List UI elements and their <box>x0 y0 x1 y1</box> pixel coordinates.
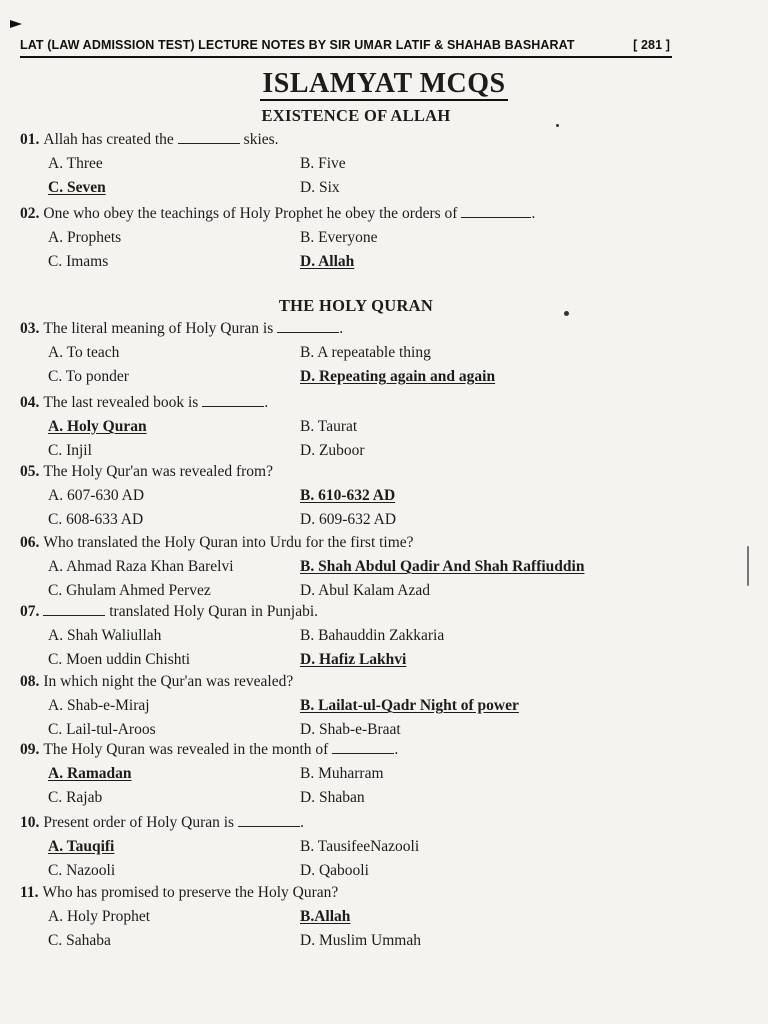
question-stem-end: translated Holy Quran in Punjabi. <box>105 603 319 620</box>
option-b <box>300 558 584 576</box>
option-b <box>300 487 395 505</box>
option-d <box>300 582 430 600</box>
option-a <box>48 765 132 783</box>
question-text <box>20 205 700 223</box>
option-d <box>300 932 421 950</box>
question-text <box>20 463 700 481</box>
option-c <box>48 253 108 271</box>
question-stem: The Holy Quran was revealed in the month of <box>43 741 329 758</box>
option-label: A. Three <box>48 155 103 172</box>
option-a <box>48 487 144 505</box>
option-label: C. Imams <box>48 253 109 270</box>
header-divider <box>20 56 672 58</box>
question-stem: The Holy Qur'an was revealed from? <box>43 463 273 480</box>
option-label: B. Five <box>300 155 346 172</box>
option-label: C. Lail-tul-Aroos <box>48 721 156 738</box>
answer-blank <box>332 743 394 754</box>
option-c <box>48 932 111 950</box>
question-stem: Present order of Holy Quran is <box>43 814 235 831</box>
correct-answer: D. Hafiz Lakhvi <box>300 651 407 668</box>
option-label: A. Shab-e-Miraj <box>48 697 150 714</box>
option-label: A. Ahmad Raza Khan Barelvi <box>48 558 234 575</box>
page-title-text: ISLAMYAT MCQS <box>262 68 506 99</box>
page-title <box>0 68 768 100</box>
header-title: LAT (LAW ADMISSION TEST) LECTURE NOTES BY SIR UMAR LATIF & SHAHAB BASHARAT <box>20 38 575 52</box>
running-header <box>20 38 670 52</box>
question-number: 08. <box>20 673 40 690</box>
option-label: D. Qabooli <box>300 862 369 879</box>
question-number: 09. <box>20 741 40 758</box>
option-d <box>300 253 354 271</box>
option-c <box>48 582 211 600</box>
option-label: A. Prophets <box>48 229 122 246</box>
option-label: B. TausifeeNazooli <box>300 838 420 855</box>
question-stem-end: . <box>264 394 269 411</box>
question-text <box>20 394 700 412</box>
option-d <box>300 651 406 669</box>
option-a <box>48 558 234 576</box>
option-label: B. Taurat <box>300 418 358 435</box>
option-b <box>300 344 431 362</box>
option-a <box>48 155 103 173</box>
answer-blank <box>461 207 531 218</box>
question-number: 10. <box>20 814 40 831</box>
question-stem-end: skies. <box>239 131 279 148</box>
answer-blank <box>43 605 105 616</box>
option-label: A. To teach <box>48 344 120 361</box>
question-number: 05. <box>20 463 40 480</box>
option-label: C. 608-633 AD <box>48 511 144 528</box>
question-stem: The last revealed book is <box>43 394 199 411</box>
question-stem: In which night the Qur'an was revealed? <box>43 673 294 690</box>
option-c <box>48 721 156 739</box>
corner-arrow-mark <box>10 20 22 28</box>
option-label: B. Bahauddin Zakkaria <box>300 627 445 644</box>
option-label: A. Shah Waliullah <box>48 627 162 644</box>
option-label: D. Shaban <box>300 789 365 806</box>
page-number: [ 281 ] <box>633 38 670 52</box>
answer-blank <box>238 816 300 827</box>
answer-blank <box>202 396 264 407</box>
ink-speck <box>564 311 569 316</box>
option-label: C. Nazooli <box>48 862 116 879</box>
option-a <box>48 697 150 715</box>
option-b <box>300 155 346 173</box>
question-number: 07. <box>20 603 40 620</box>
ink-speck <box>747 546 749 586</box>
option-label: D. Zuboor <box>300 442 365 459</box>
answer-blank <box>277 322 339 333</box>
option-label: B. A repeatable thing <box>300 344 431 361</box>
question-text <box>20 814 700 832</box>
question-number: 01. <box>20 131 40 148</box>
question-text <box>20 673 700 691</box>
question-stem: Who has promised to preserve the Holy Quran? <box>42 884 339 901</box>
option-d <box>300 511 396 529</box>
question-number: 04. <box>20 394 40 411</box>
question-number: 06. <box>20 534 40 551</box>
option-c <box>48 789 102 807</box>
question-text <box>20 534 700 552</box>
option-label: B. Everyone <box>300 229 378 246</box>
answer-blank <box>178 133 240 144</box>
option-label: D. Abul Kalam Azad <box>300 582 431 599</box>
option-c <box>48 179 106 197</box>
option-label: C. Moen uddin Chishti <box>48 651 191 668</box>
question-stem-end: . <box>531 205 536 222</box>
question-text <box>20 131 700 149</box>
option-b <box>300 418 357 436</box>
section-heading: EXISTENCE OF ALLAH <box>261 106 451 125</box>
option-a <box>48 908 150 926</box>
option-d <box>300 442 365 460</box>
option-d <box>300 721 401 739</box>
correct-answer: D. Repeating again and again <box>300 368 496 385</box>
option-b <box>300 838 419 856</box>
ink-speck <box>556 124 559 127</box>
option-a <box>48 627 161 645</box>
question-number: 11. <box>20 884 39 901</box>
option-label: C. Rajab <box>48 789 103 806</box>
option-c <box>48 651 190 669</box>
question-stem: Allah has created the <box>43 131 174 148</box>
question-stem: Who translated the Holy Quran into Urdu for the first time? <box>43 534 414 551</box>
option-label: B. Muharram <box>300 765 384 782</box>
correct-answer: C. Seven <box>48 179 106 196</box>
question-text <box>20 884 700 902</box>
option-a <box>48 229 121 247</box>
option-label: D. 609-632 AD <box>300 511 397 528</box>
option-c <box>48 442 92 460</box>
correct-answer: A. Ramadan <box>48 765 132 782</box>
option-d <box>300 179 340 197</box>
option-label: C. Injil <box>48 442 92 459</box>
question-text <box>20 741 700 759</box>
correct-answer: B. Lailat-ul-Qadr Night of power <box>300 697 519 714</box>
question-number: 03. <box>20 320 40 337</box>
option-d <box>300 862 369 880</box>
option-label: D. Six <box>300 179 340 196</box>
section-heading: THE HOLY QURAN <box>278 296 434 315</box>
option-a <box>48 344 119 362</box>
option-label: A. Holy Prophet <box>48 908 151 925</box>
option-b <box>300 229 377 247</box>
option-c <box>48 862 115 880</box>
question-stem-end: . <box>394 741 399 758</box>
option-b <box>300 908 350 926</box>
option-label: D. Muslim Ummah <box>300 932 421 949</box>
option-c <box>48 511 143 529</box>
option-d <box>300 368 495 386</box>
option-a <box>48 838 114 856</box>
question-text <box>20 603 700 621</box>
option-b <box>300 697 519 715</box>
option-label: C. To ponder <box>48 368 129 385</box>
question-stem-end: . <box>339 320 344 337</box>
question-stem: One who obey the teachings of Holy Prophet he obey the orders of <box>43 205 458 222</box>
question-stem-end: . <box>300 814 304 831</box>
question-number: 02. <box>20 205 40 222</box>
question-stem: The literal meaning of Holy Quran is <box>43 320 274 337</box>
option-label: C. Ghulam Ahmed Pervez <box>48 582 211 599</box>
correct-answer: A. Holy Quran <box>48 418 147 435</box>
option-label: D. Shab-e-Braat <box>300 721 401 738</box>
correct-answer: B.Allah <box>300 908 351 925</box>
correct-answer: B. Shah Abdul Qadir And Shah Raffiuddin <box>300 558 585 575</box>
option-label: C. Sahaba <box>48 932 111 949</box>
option-c <box>48 368 129 386</box>
correct-answer: B. 610-632 AD <box>300 487 396 504</box>
option-a <box>48 418 147 436</box>
option-b <box>300 627 444 645</box>
correct-answer: A. Tauqifi <box>48 838 115 855</box>
question-text <box>20 320 700 338</box>
option-b <box>300 765 384 783</box>
correct-answer: D. Allah <box>300 253 355 270</box>
option-label: A. 607-630 AD <box>48 487 145 504</box>
option-d <box>300 789 365 807</box>
